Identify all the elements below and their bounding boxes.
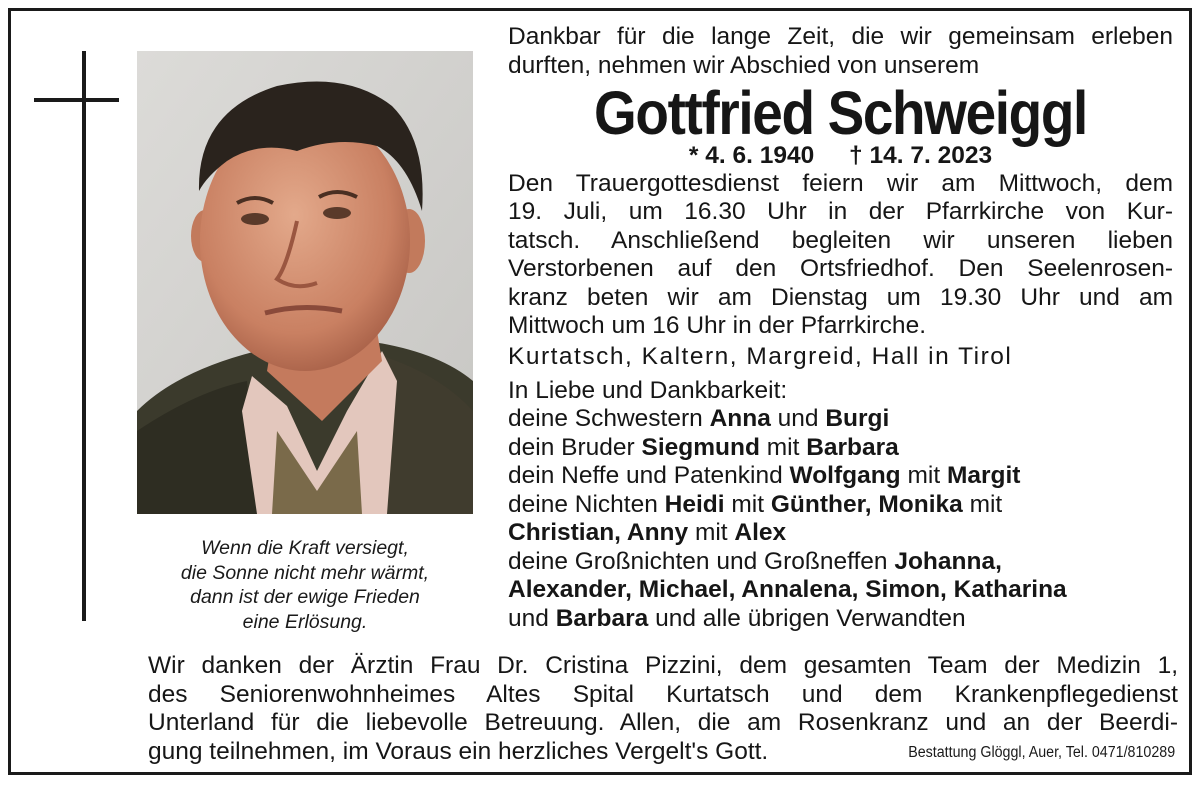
places: Kurtatsch, Kaltern, Margreid, Hall in Tirol — [508, 342, 1013, 370]
service-line: tatsch. Anschließend begleiten wir unseren lieben — [508, 226, 1173, 254]
intro-line: durften, nehmen wir Abschied von unserem — [508, 51, 980, 79]
quote-line: Wenn die Kraft versiegt, — [201, 537, 409, 559]
mourner-line: dein Bruder Siegmund mit Barbara — [508, 433, 899, 461]
notice-text — [508, 23, 1173, 633]
quote-line: die Sonne nicht mehr wärmt, — [180, 561, 430, 584]
mourner-line: deine Schwestern Anna und Burgi — [508, 405, 890, 432]
service-line: 19. Juli, um 16.30 Uhr in der Pfarrkirche von Kur- — [508, 198, 1173, 225]
obituary-notice — [8, 8, 1192, 775]
quote-line: dann ist der ewige Frieden — [190, 586, 420, 608]
service-line: kranz beten wir am Dienstag um 19.30 Uhr und am — [508, 283, 1173, 311]
mourner-line: dein Neffe und Patenkind Wolfgang mit Margit — [508, 462, 1021, 489]
mourner-line: deine Großnichten und Großneffen Johanna, — [508, 547, 1002, 575]
quote — [137, 536, 473, 634]
service-line: Mittwoch um 16 Uhr in der Pfarrkirche. — [508, 312, 926, 339]
birth-date: * 4. 6. 1940 — [688, 141, 815, 169]
mourners-intro: In Liebe und Dankbarkeit: — [508, 376, 788, 404]
intro-line: Dankbar für die lange Zeit, die wir gemeinsam erleben — [508, 23, 1173, 50]
portrait-photo — [137, 51, 473, 514]
service-line: Den Trauergottesdienst feiern wir am Mittwoch, dem — [508, 169, 1173, 197]
service-info — [508, 170, 1173, 341]
mourner-line: Alexander, Michael, Annalena, Simon, Katharina — [508, 576, 1067, 603]
mourner-line: und Barbara und alle übrigen Verwandten — [508, 604, 966, 632]
death-date: † 14. 7. 2023 — [849, 141, 993, 169]
cross-icon — [82, 51, 86, 621]
thanks-line: des Seniorenwohnheimes Altes Spital Kurtatsch und dem Krankenpflegedienst — [148, 680, 1178, 708]
quote-line: eine Erlösung. — [242, 610, 368, 633]
funeral-home: Bestattung Glöggl, Auer, Tel. 0471/810289 — [908, 744, 1175, 761]
deceased-name: Gottfried Schweiggl — [594, 78, 1087, 147]
mourner-line: deine Nichten Heidi mit Günther, Monika mit — [508, 490, 1003, 518]
mourner-line: Christian, Anny mit Alex — [508, 519, 787, 546]
thanks-line: gung teilnehmen, im Voraus ein herzliches Vergelt's Gott. — [148, 737, 769, 765]
thanks-line: Unterland für die liebevolle Betreuung. Allen, die am Rosenkranz und an der Beerdi- — [148, 709, 1178, 736]
thanks-line: Wir danken der Ärztin Frau Dr. Cristina Pizzini, dem gesamten Team der Medizin 1, — [148, 652, 1178, 679]
mourners — [508, 377, 1173, 634]
cross-icon-bar — [34, 98, 119, 102]
service-line: Verstorbenen auf den Ortsfriedhof. Den Seelenrosen- — [508, 255, 1173, 282]
